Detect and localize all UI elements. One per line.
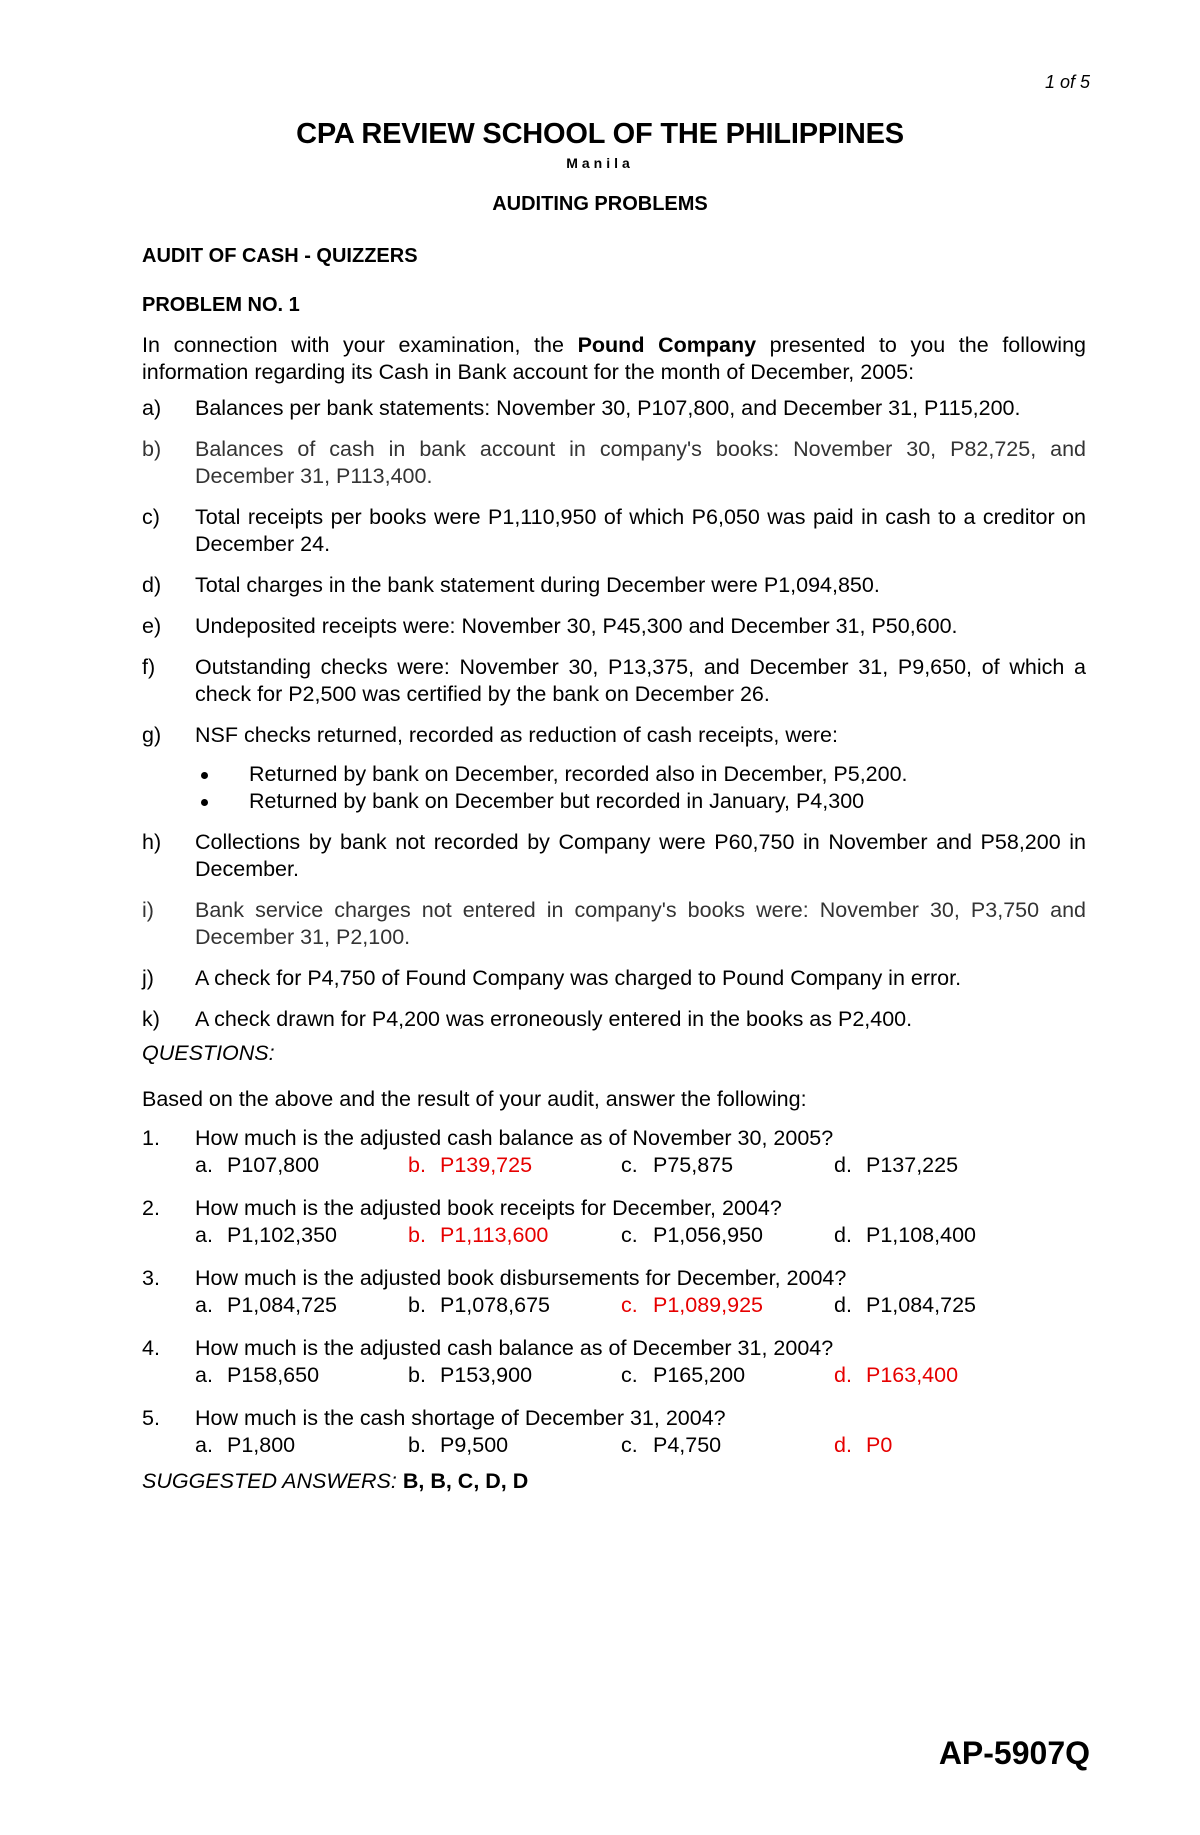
choice-letter: c. [621,1293,638,1317]
fact-item-label: k) [142,1007,160,1031]
answer-choice [834,1152,1047,1179]
question-item [142,1125,1086,1179]
suggested-answers [142,1469,1086,1494]
answer-choice [621,1362,834,1389]
intro-text-after: presented to you the following information regarding its Cash in Bank account for the month of December, 2005: [142,333,1086,384]
fact-item-text: NSF checks returned, recorded as reduction of cash receipts, were: [195,723,838,747]
question-number: 2. [142,1196,160,1220]
answer-choice [195,1432,408,1459]
answer-choice [195,1152,408,1179]
fact-item-label: h) [142,830,162,854]
fact-item [142,965,1086,992]
choice-value: P158,650 [227,1363,320,1387]
choice-letter: c. [621,1363,638,1387]
choice-letter: d. [834,1433,852,1457]
school-name: CPA REVIEW SCHOOL OF THE PHILIPPINES [296,118,904,150]
fact-item-text: Undeposited receipts were: November 30, P45,300 and December 31, P50,600. [195,614,958,638]
fact-item [142,654,1086,708]
page-number: 1 of 5 [1044,72,1090,92]
choice-letter: b. [408,1433,426,1457]
choice-letter: b. [408,1293,426,1317]
choice-value: P0 [866,1433,893,1457]
question-text: How much is the adjusted cash balance as of November 30, 2005? [195,1126,834,1150]
company-name: Pound Company [577,333,757,357]
fact-item [142,722,1086,749]
fact-item [142,436,1086,490]
fact-item-text: Outstanding checks were: November 30, P13,375, and December 31, P9,650, of which a check for P2,500 was certified by the bank on December 26. [195,655,1086,706]
fact-item [142,829,1086,883]
bullet-item [195,761,1086,788]
fact-item [142,572,1086,599]
choice-value: P4,750 [653,1433,722,1457]
fact-item [142,395,1086,422]
choice-value: P9,500 [440,1433,509,1457]
questions-heading: QUESTIONS: [142,1041,275,1065]
fact-item-label: g) [142,723,162,747]
choice-letter: d. [834,1223,852,1247]
fact-item [142,1006,1086,1033]
fact-item-text: Total receipts per books were P1,110,950 of which P6,050 was paid in cash to a creditor on December 24. [195,505,1086,556]
question-item [142,1335,1086,1389]
fact-item-text: Balances of cash in bank account in company's books: November 30, P82,725, and December 31, P113,400. [195,437,1086,488]
question-item [142,1195,1086,1249]
question-number: 3. [142,1266,160,1290]
fact-item [142,613,1086,640]
answer-choice [195,1222,408,1249]
answer-choice [621,1152,834,1179]
question-number: 1. [142,1126,160,1150]
intro-text-before: In connection with your examination, the [142,333,578,357]
bullet-text: Returned by bank on December but recorded in January, P4,300 [249,789,865,813]
question-text: How much is the cash shortage of December 31, 2004? [195,1406,726,1430]
fact-item-label: j) [142,966,154,990]
bullet-icon [201,772,208,779]
suggested-answers-value: B, B, C, D, D [402,1469,529,1493]
answer-choices [195,1152,1086,1179]
topic-heading: AUDIT OF CASH - QUIZZERS [142,245,418,267]
choice-value: P1,102,350 [227,1223,337,1247]
answer-choices [195,1432,1086,1459]
fact-list [142,395,1086,1033]
fact-item-label: c) [142,505,160,529]
choice-value: P107,800 [227,1153,320,1177]
choice-value: P1,089,925 [653,1293,763,1317]
bullet-text: Returned by bank on December, recorded also in December, P5,200. [249,762,908,786]
fact-item-text: A check for P4,750 of Found Company was charged to Pound Company in error. [195,966,962,990]
choice-letter: d. [834,1293,852,1317]
fact-item [142,897,1086,951]
bullet-icon [201,799,208,806]
choice-value: P75,875 [653,1153,734,1177]
choice-value: P1,078,675 [440,1293,550,1317]
answer-choice [408,1222,621,1249]
suggested-answers-label: SUGGESTED ANSWERS: [142,1469,397,1493]
choice-value: P139,725 [440,1153,533,1177]
answer-choice [195,1292,408,1319]
choice-value: P137,225 [866,1153,959,1177]
answer-choice [408,1292,621,1319]
fact-item-text: Collections by bank not recorded by Company were P60,750 in November and P58,200 in December. [195,830,1086,881]
answer-choice [408,1362,621,1389]
answer-choice [408,1432,621,1459]
fact-item-text: Balances per bank statements: November 30, P107,800, and December 31, P115,200. [195,396,1021,420]
bullet-item [195,788,1086,815]
answer-choice [621,1222,834,1249]
answer-choice [834,1222,1047,1249]
choice-letter: d. [834,1363,852,1387]
fact-item-text: Bank service charges not entered in company's books were: November 30, P3,750 and December 31, P2,100. [195,898,1086,949]
city-name: Manila [566,155,634,171]
choice-value: P1,084,725 [866,1293,976,1317]
main-content [142,245,1086,1494]
answer-choice [195,1362,408,1389]
choice-letter: b. [408,1363,426,1387]
fact-item-label: f) [142,655,156,679]
choice-letter: b. [408,1223,426,1247]
choice-value: P1,084,725 [227,1293,337,1317]
intro-paragraph [142,332,1086,386]
choice-letter: c. [621,1153,638,1177]
nsf-bullet-list [142,761,1086,815]
fact-item-label: b) [142,437,162,461]
subject-title: AUDITING PROBLEMS [492,193,708,215]
fact-item-label: d) [142,573,162,597]
question-list [142,1125,1086,1459]
question-text: How much is the adjusted book disbursements for December, 2004? [195,1266,847,1290]
fact-item [142,504,1086,558]
choice-letter: a. [195,1223,213,1247]
fact-item-label: a) [142,396,162,420]
questions-intro: Based on the above and the result of your audit, answer the following: [142,1087,807,1111]
choice-letter: c. [621,1223,638,1247]
answer-choice [834,1362,1047,1389]
question-text: How much is the adjusted cash balance as of December 31, 2004? [195,1336,834,1360]
question-item [142,1405,1086,1459]
question-number: 4. [142,1336,160,1360]
choice-letter: a. [195,1153,213,1177]
answer-choice [621,1292,834,1319]
fact-item-text: Total charges in the bank statement during December were P1,094,850. [195,573,880,597]
choice-value: P165,200 [653,1363,746,1387]
document-code: AP-5907Q [938,1735,1090,1771]
choice-value: P163,400 [866,1363,959,1387]
choice-letter: a. [195,1293,213,1317]
answer-choices [195,1362,1086,1389]
fact-item-label: i) [142,898,154,922]
choice-letter: a. [195,1363,213,1387]
choice-letter: c. [621,1433,638,1457]
choice-value: P1,108,400 [866,1223,976,1247]
answer-choice [834,1432,1047,1459]
choice-value: P1,800 [227,1433,296,1457]
choice-value: P1,113,600 [440,1223,549,1247]
choice-letter: d. [834,1153,852,1177]
answer-choices [195,1222,1086,1249]
question-number: 5. [142,1406,160,1430]
fact-item-label: e) [142,614,162,638]
answer-choice [834,1292,1047,1319]
answer-choices [195,1292,1086,1319]
choice-letter: a. [195,1433,213,1457]
choice-value: P1,056,950 [653,1223,763,1247]
question-item [142,1265,1086,1319]
question-text: How much is the adjusted book receipts for December, 2004? [195,1196,782,1220]
choice-value: P153,900 [440,1363,533,1387]
answer-choice [621,1432,834,1459]
fact-item-text: A check drawn for P4,200 was erroneously entered in the books as P2,400. [195,1007,913,1031]
choice-letter: b. [408,1153,426,1177]
problem-title: PROBLEM NO. 1 [142,294,300,316]
answer-choice [408,1152,621,1179]
